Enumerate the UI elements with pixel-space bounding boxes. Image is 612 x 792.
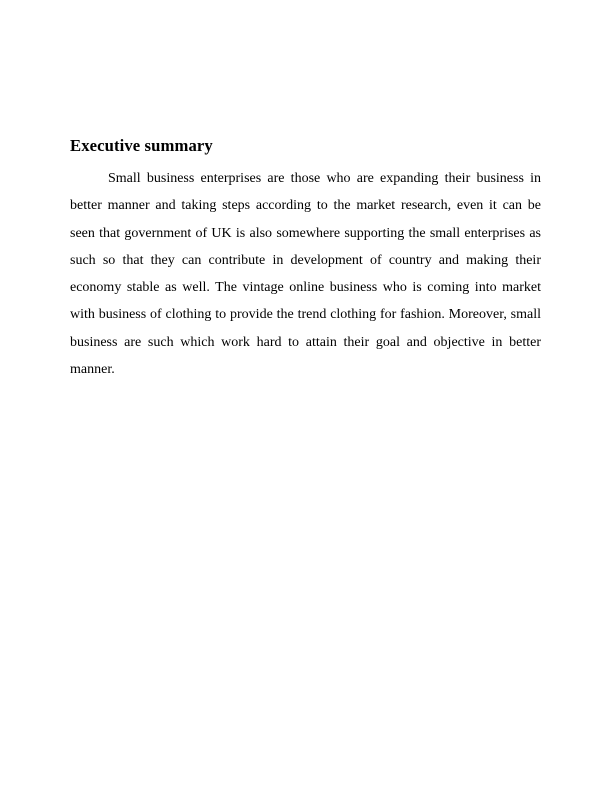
section-heading-executive-summary: Executive summary bbox=[70, 136, 213, 155]
document-content bbox=[70, 136, 541, 383]
executive-summary-paragraph: Small business enterprises are those who are expanding their business in better manner and taking steps according to the market research, even it can be seen that government of UK is also somewhere supporting the small enterprises as such so that they can contribute in development of country and making their economy stable as well. The vintage online business who is coming into market with business of clothing to provide the trend clothing for fashion. Moreover, small business are such which work hard to attain their goal and objective in better manner. bbox=[70, 171, 541, 378]
